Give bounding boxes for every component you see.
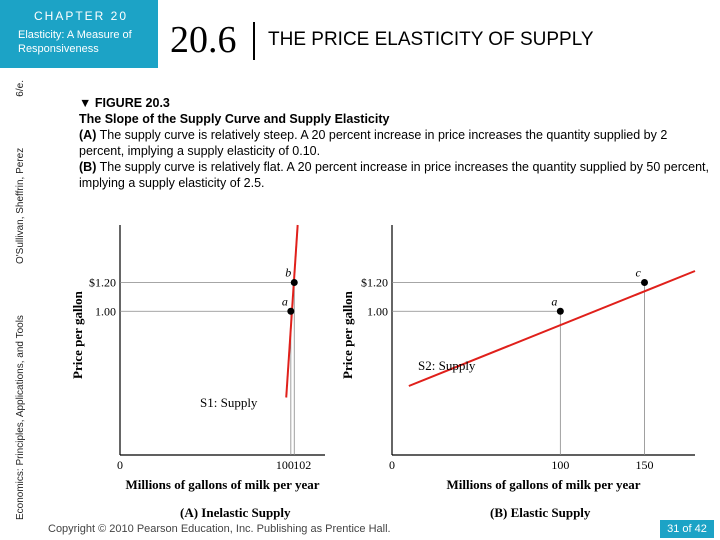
point-label: c xyxy=(635,265,641,280)
chart-title: (A) Inelastic Supply xyxy=(180,505,291,520)
figure-label: ▼ FIGURE 20.3 xyxy=(79,96,170,110)
data-point xyxy=(287,308,294,315)
chart-panel-a xyxy=(70,225,325,520)
caption-part-a-text: The supply curve is relatively steep. A 20 percent increase in price increases the quantity supplied by 2 percent, implying a supply elasticity of 0.10. xyxy=(79,128,668,158)
x-tick-label: 0 xyxy=(117,458,123,472)
page-number: 31 of 42 xyxy=(660,520,714,538)
data-point xyxy=(641,279,648,286)
series-name-label: S1: Supply xyxy=(200,395,258,410)
y-tick-label: 1.00 xyxy=(95,304,116,319)
x-tick-label: 0 xyxy=(389,458,395,472)
x-tick-label: 102 xyxy=(293,458,312,472)
series-name-label: S2: Supply xyxy=(418,358,476,373)
chart-panel-b xyxy=(340,225,695,520)
copyright: Copyright © 2010 Pearson Education, Inc. Publishing as Prentice Hall. xyxy=(48,523,391,535)
caption-part-a-tag: (A) xyxy=(79,128,97,142)
x-axis-label: Millions of gallons of milk per year xyxy=(446,477,641,492)
section-number: 20.6 xyxy=(170,19,237,61)
x-tick-label: 100 xyxy=(275,458,294,472)
book-credit-title: Economics: Principles, Applications, and Tools xyxy=(15,315,26,520)
y-tick-label: $1.20 xyxy=(361,275,388,290)
chapter-label: CHAPTER 20 xyxy=(34,9,129,23)
data-point xyxy=(557,308,564,315)
caption-part-b-text: The supply curve is relatively flat. A 20 percent increase in price increases the quantity supplied by 50 percent, implying a supply elasticity of 2.5. xyxy=(79,160,709,190)
data-point xyxy=(291,279,298,286)
book-credit-edition: 6/e. xyxy=(15,80,26,97)
figure-title: The Slope of the Supply Curve and Supply Elasticity xyxy=(79,112,390,126)
section-title: THE PRICE ELASTICITY OF SUPPLY xyxy=(268,29,594,50)
point-label: a xyxy=(281,294,288,309)
book-credit-authors: O'Sullivan, Sheffrin, Perez xyxy=(15,147,26,264)
y-axis-label: Price per gallon xyxy=(340,291,355,379)
caption-part-b-tag: (B) xyxy=(79,160,97,174)
y-axis-label: Price per gallon xyxy=(70,291,85,379)
point-label: b xyxy=(285,265,292,280)
chart-title: (B) Elastic Supply xyxy=(490,505,591,520)
chapter-subtitle: Elasticity: A Measure of Responsiveness xyxy=(18,29,132,55)
x-axis-label: Millions of gallons of milk per year xyxy=(125,477,320,492)
y-tick-label: $1.20 xyxy=(89,275,116,290)
x-tick-label: 150 xyxy=(635,458,654,472)
x-tick-label: 100 xyxy=(551,458,570,472)
y-tick-label: 1.00 xyxy=(367,304,388,319)
point-label: a xyxy=(551,294,558,309)
